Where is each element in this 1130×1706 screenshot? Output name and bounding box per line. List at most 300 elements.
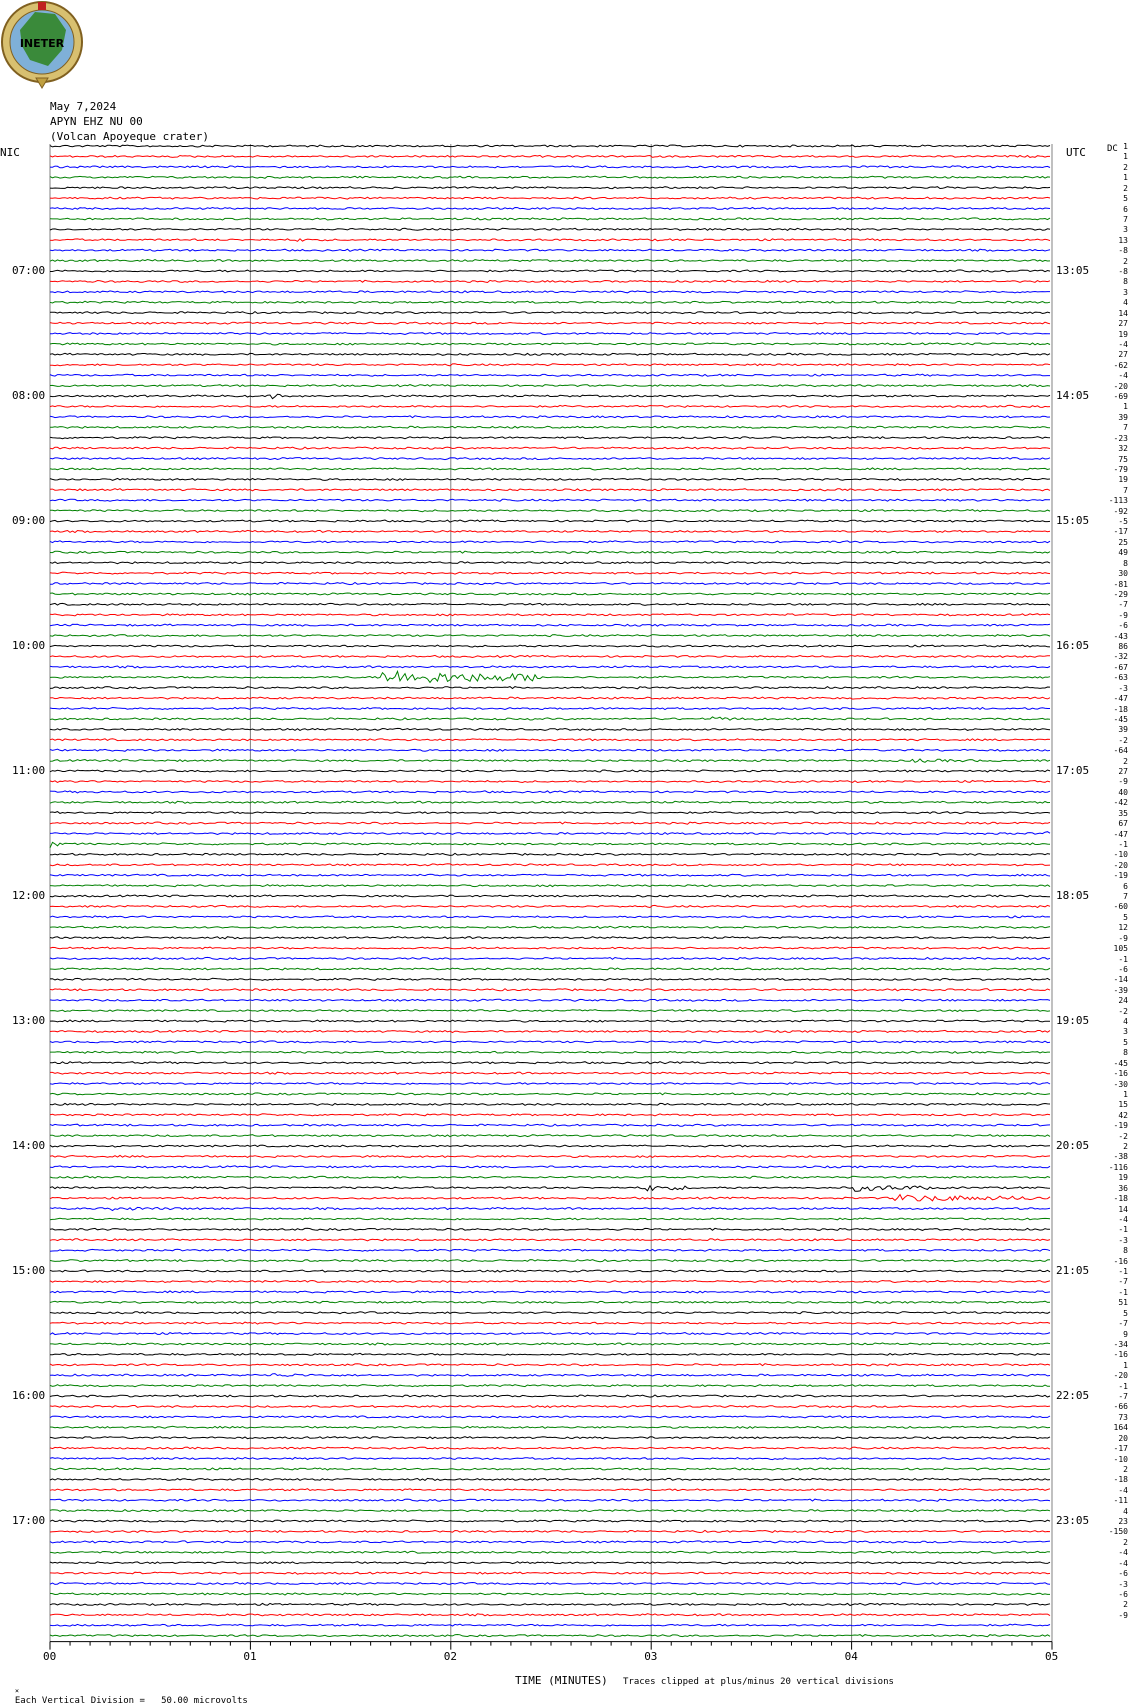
trace-row-68 xyxy=(50,853,1050,855)
trace-row-70 xyxy=(50,874,1050,876)
right-hour-label: 19:05 xyxy=(1056,1014,1090,1028)
dc-offset-label: 9 xyxy=(1123,1329,1128,1339)
trace-row-40 xyxy=(50,562,1050,564)
left-hour-label: 07:00 xyxy=(12,264,46,277)
trace-row-63 xyxy=(50,801,1050,803)
trace-row-32 xyxy=(50,478,1050,480)
trace-row-88 xyxy=(50,1062,1050,1064)
trace-row-100 xyxy=(50,1186,1050,1191)
dc-offset-label: 20 xyxy=(1118,1433,1128,1443)
dc-offset-label: -1 xyxy=(1118,954,1128,964)
x-tick-label: 00 xyxy=(43,1649,57,1663)
dc-offset-label: -116 xyxy=(1108,1162,1128,1172)
trace-row-61 xyxy=(50,781,1050,783)
dc-offset-label: 5 xyxy=(1123,194,1128,204)
dc-offset-label: -47 xyxy=(1113,694,1128,704)
trace-row-99 xyxy=(50,1176,1050,1178)
dc-offset-label: 15 xyxy=(1118,1100,1128,1110)
dc-offset-label: -6 xyxy=(1118,1569,1128,1579)
trace-row-59 xyxy=(50,759,1050,762)
dc-offset-label: 8 xyxy=(1123,558,1128,568)
trace-row-29 xyxy=(50,447,1050,449)
trace-row-48 xyxy=(50,645,1050,647)
dc-offset-label: -9 xyxy=(1118,933,1128,943)
trace-row-39 xyxy=(50,551,1050,553)
trace-row-47 xyxy=(50,635,1050,637)
x-axis-title: TIME (MINUTES) xyxy=(515,1674,608,1687)
trace-row-20 xyxy=(50,353,1050,355)
dc-offset-label: -45 xyxy=(1113,714,1128,724)
logo-text: INETER xyxy=(19,37,65,50)
dc-offset-label: 7 xyxy=(1123,423,1128,433)
trace-row-30 xyxy=(50,458,1050,460)
dc-offset-label: 86 xyxy=(1118,642,1128,652)
dc-offset-label: -6 xyxy=(1118,621,1128,631)
trace-row-127 xyxy=(50,1468,1050,1470)
trace-row-101 xyxy=(50,1195,1050,1201)
dc-offset-label: -20 xyxy=(1113,381,1128,391)
trace-row-13 xyxy=(50,280,1050,282)
x-tick-label: 05 xyxy=(1045,1649,1059,1663)
dc-offset-label: 7 xyxy=(1123,485,1128,495)
trace-row-137 xyxy=(50,1572,1050,1574)
dc-offset-label: -39 xyxy=(1113,985,1128,995)
dc-offset-label: -7 xyxy=(1118,1319,1128,1329)
trace-row-19 xyxy=(50,343,1050,345)
dc-offset-label: -150 xyxy=(1108,1527,1128,1537)
dc-offset-label: -18 xyxy=(1113,1475,1128,1485)
dc-offset-label: 1 xyxy=(1123,402,1128,412)
trace-row-43 xyxy=(50,593,1050,595)
trace-row-51 xyxy=(50,671,1050,682)
trace-row-56 xyxy=(50,728,1050,730)
dc-offset-label: -2 xyxy=(1118,1131,1128,1141)
dc-offset-label: -17 xyxy=(1113,1444,1128,1454)
dc-offset-label: 3 xyxy=(1123,225,1128,235)
dc-offset-label: -1 xyxy=(1118,1267,1128,1277)
trace-row-34 xyxy=(50,499,1050,501)
dc-offset-label: 39 xyxy=(1118,412,1128,422)
trace-row-92 xyxy=(50,1103,1050,1105)
trace-row-23 xyxy=(50,385,1050,387)
dc-offset-label: 27 xyxy=(1118,319,1128,329)
location-label: (Volcan Apoyeque crater) xyxy=(50,130,209,143)
trace-row-49 xyxy=(50,655,1050,657)
trace-row-103 xyxy=(50,1218,1050,1220)
left-hour-label: 16:00 xyxy=(12,1389,46,1403)
trace-row-112 xyxy=(50,1312,1050,1314)
trace-row-134 xyxy=(50,1541,1050,1543)
trace-row-46 xyxy=(50,624,1050,626)
left-hour-label: 12:00 xyxy=(12,889,46,903)
dc-offset-label: 39 xyxy=(1118,725,1128,735)
trace-row-42 xyxy=(50,583,1050,585)
trace-row-97 xyxy=(50,1155,1050,1157)
trace-row-11 xyxy=(50,260,1050,262)
trace-row-0 xyxy=(50,145,1050,147)
dc-offset-label: 1 xyxy=(1123,142,1128,151)
dc-offset-label: 32 xyxy=(1118,444,1128,454)
trace-row-44 xyxy=(50,603,1050,605)
dc-offset-label: -16 xyxy=(1113,1350,1128,1360)
trace-row-109 xyxy=(50,1280,1050,1282)
x-tick-label: 03 xyxy=(644,1649,658,1663)
dc-offset-label: 1 xyxy=(1123,1360,1128,1370)
dc-offset-label: -7 xyxy=(1118,1277,1128,1287)
dc-offset-label: 2 xyxy=(1123,1464,1128,1474)
dc-offset-label: -18 xyxy=(1113,704,1128,714)
dc-offset-label: -9 xyxy=(1118,1610,1128,1620)
trace-row-96 xyxy=(50,1145,1050,1147)
trace-row-6 xyxy=(50,208,1050,210)
trace-row-50 xyxy=(50,666,1050,668)
trace-row-135 xyxy=(50,1551,1050,1553)
dc-offset-label: -34 xyxy=(1113,1339,1128,1349)
dc-header-label: DC xyxy=(1107,144,1118,154)
trace-row-87 xyxy=(50,1051,1050,1053)
trace-row-16 xyxy=(50,312,1050,314)
dc-offset-label: -18 xyxy=(1113,1194,1128,1204)
dc-offset-label: -62 xyxy=(1113,360,1128,370)
trace-row-81 xyxy=(50,989,1050,991)
dc-offset-label: -20 xyxy=(1113,1371,1128,1381)
trace-row-35 xyxy=(50,510,1050,512)
trace-row-116 xyxy=(50,1353,1050,1355)
dc-offset-label: 2 xyxy=(1123,162,1128,172)
trace-row-85 xyxy=(50,1030,1050,1032)
trace-row-132 xyxy=(50,1520,1050,1522)
clip-note: Traces clipped at plus/minus 20 vertical divisions xyxy=(623,1677,894,1687)
dc-offset-label: -69 xyxy=(1113,392,1128,401)
dc-offset-label: -42 xyxy=(1113,798,1128,808)
dc-offset-label: 23 xyxy=(1118,1517,1128,1527)
trace-row-1 xyxy=(50,155,1050,157)
trace-row-84 xyxy=(50,1020,1050,1022)
trace-row-62 xyxy=(50,791,1050,793)
trace-row-58 xyxy=(50,749,1050,751)
trace-row-142 xyxy=(50,1624,1050,1626)
dc-offset-label: 1 xyxy=(1123,1089,1128,1099)
trace-row-2 xyxy=(50,166,1050,168)
dc-offset-label: 14 xyxy=(1118,308,1128,318)
trace-row-125 xyxy=(50,1447,1050,1449)
dc-offset-label: -17 xyxy=(1113,527,1128,537)
dc-offset-label: 2 xyxy=(1123,756,1128,766)
dc-offset-label: -63 xyxy=(1113,673,1128,683)
trace-row-78 xyxy=(50,957,1050,959)
trace-row-28 xyxy=(50,437,1050,439)
dc-offset-label: -92 xyxy=(1113,506,1128,516)
dc-offset-label: 2 xyxy=(1123,1537,1128,1547)
dc-offset-label: 12 xyxy=(1118,923,1128,933)
trace-row-102 xyxy=(50,1207,1050,1210)
trace-row-31 xyxy=(50,468,1050,470)
right-hour-label: 17:05 xyxy=(1056,764,1090,778)
dc-offset-label: -1 xyxy=(1118,1381,1128,1391)
trace-row-17 xyxy=(50,322,1050,324)
trace-row-143 xyxy=(50,1635,1050,1637)
dc-offset-label: -11 xyxy=(1113,1496,1128,1506)
dc-offset-label: -3 xyxy=(1118,1235,1128,1245)
trace-row-139 xyxy=(50,1593,1050,1595)
x-tick-label: 02 xyxy=(443,1649,458,1663)
dc-offset-label: -9 xyxy=(1118,777,1128,787)
dc-offset-label: -4 xyxy=(1118,371,1128,381)
dc-offset-label: -1 xyxy=(1118,1287,1128,1297)
dc-offset-label: -60 xyxy=(1113,902,1128,912)
right-hour-label: 22:05 xyxy=(1056,1389,1090,1403)
dc-offset-label: 4 xyxy=(1123,1017,1128,1027)
dc-offset-label: -20 xyxy=(1113,860,1128,870)
right-hour-label: 14:05 xyxy=(1056,389,1090,402)
dc-offset-label: 13 xyxy=(1118,235,1128,245)
dc-offset-label: -4 xyxy=(1118,339,1128,349)
trace-row-67 xyxy=(50,842,1050,848)
dc-offset-label: -8 xyxy=(1118,246,1128,256)
trace-row-91 xyxy=(50,1093,1050,1095)
dc-offset-label: -6 xyxy=(1118,1589,1128,1599)
dc-offset-label: -7 xyxy=(1118,1392,1128,1402)
trace-row-89 xyxy=(50,1072,1050,1074)
dc-offset-label: 1 xyxy=(1123,173,1128,183)
left-hour-label: 14:00 xyxy=(12,1139,46,1153)
trace-row-108 xyxy=(50,1270,1050,1272)
trace-row-10 xyxy=(50,249,1050,251)
dc-offset-label: -2 xyxy=(1118,1006,1128,1016)
dc-offset-label: 24 xyxy=(1118,996,1128,1006)
trace-row-9 xyxy=(50,239,1050,242)
dc-offset-label: -19 xyxy=(1113,871,1128,881)
date-label: May 7,2024 xyxy=(50,100,117,113)
dc-offset-label: -66 xyxy=(1113,1402,1128,1412)
trace-row-74 xyxy=(50,916,1050,918)
dc-offset-label: 3 xyxy=(1123,287,1128,297)
dc-offset-label: -7 xyxy=(1118,600,1128,610)
left-hour-label: 13:00 xyxy=(12,1014,46,1028)
dc-offset-label: -43 xyxy=(1113,631,1128,641)
trace-row-114 xyxy=(50,1333,1050,1335)
trace-row-80 xyxy=(50,978,1050,980)
trace-row-73 xyxy=(50,905,1050,907)
trace-row-129 xyxy=(50,1489,1050,1491)
trace-row-26 xyxy=(50,416,1050,418)
left-hour-label: 08:00 xyxy=(12,389,46,402)
trace-row-90 xyxy=(50,1083,1050,1085)
trace-row-65 xyxy=(50,822,1050,824)
trace-row-77 xyxy=(50,947,1050,949)
dc-offset-label: -6 xyxy=(1118,964,1128,974)
dc-offset-label: -32 xyxy=(1113,652,1128,662)
dc-offset-label: 25 xyxy=(1118,537,1128,547)
trace-row-136 xyxy=(50,1562,1050,1564)
dc-offset-label: 73 xyxy=(1118,1412,1128,1422)
dc-offset-label: 19 xyxy=(1118,1173,1128,1183)
trace-row-24 xyxy=(50,394,1050,398)
trace-row-22 xyxy=(50,374,1050,376)
dc-offset-label: 19 xyxy=(1118,475,1128,485)
dc-offset-label: -8 xyxy=(1118,267,1128,276)
trace-row-82 xyxy=(50,999,1050,1001)
trace-row-133 xyxy=(50,1530,1050,1532)
dc-offset-label: -10 xyxy=(1113,1454,1128,1464)
trace-row-66 xyxy=(50,832,1050,835)
left-hour-label: 10:00 xyxy=(12,639,46,653)
dc-offset-label: 3 xyxy=(1123,1027,1128,1037)
dc-offset-label: -4 xyxy=(1118,1214,1128,1224)
dc-offset-label: -30 xyxy=(1113,1079,1128,1089)
trace-row-131 xyxy=(50,1510,1050,1512)
trace-row-33 xyxy=(50,489,1050,491)
dc-offset-label: 42 xyxy=(1118,1110,1128,1120)
trace-row-52 xyxy=(50,687,1050,689)
scale-icon: ⨯ xyxy=(14,1687,20,1695)
trace-row-105 xyxy=(50,1239,1050,1241)
trace-row-94 xyxy=(50,1124,1050,1126)
trace-row-121 xyxy=(50,1406,1050,1408)
dc-offset-label: 27 xyxy=(1118,767,1128,777)
trace-row-83 xyxy=(50,1010,1050,1012)
scale-note xyxy=(4,1676,248,1706)
trace-row-117 xyxy=(50,1364,1050,1366)
right-hour-label: 15:05 xyxy=(1056,514,1090,527)
dc-offset-label: -81 xyxy=(1113,579,1128,589)
trace-row-27 xyxy=(50,426,1050,428)
trace-row-36 xyxy=(50,520,1050,522)
trace-row-60 xyxy=(50,770,1050,772)
dc-offset-label: -9 xyxy=(1118,610,1128,620)
trace-row-5 xyxy=(50,197,1050,199)
dc-offset-label: 1 xyxy=(1123,152,1128,162)
trace-row-140 xyxy=(50,1603,1050,1605)
trace-row-93 xyxy=(50,1114,1050,1116)
dc-offset-label: -29 xyxy=(1113,589,1128,599)
trace-row-113 xyxy=(50,1322,1050,1324)
scale-note-text: Each Vertical Division = 50.00 microvolts xyxy=(14,1696,248,1706)
trace-row-123 xyxy=(50,1426,1050,1428)
dc-offset-label: -3 xyxy=(1118,1579,1128,1589)
trace-row-106 xyxy=(50,1249,1050,1251)
trace-row-141 xyxy=(50,1614,1050,1616)
dc-offset-label: 49 xyxy=(1118,548,1128,558)
trace-row-86 xyxy=(50,1041,1050,1043)
trace-row-130 xyxy=(50,1499,1050,1501)
trace-row-128 xyxy=(50,1478,1050,1480)
dc-offset-label: 19 xyxy=(1118,329,1128,339)
dc-offset-label: -16 xyxy=(1113,1069,1128,1079)
dc-offset-label: -2 xyxy=(1118,735,1128,745)
dc-offset-label: 2 xyxy=(1123,183,1128,193)
trace-row-138 xyxy=(50,1583,1050,1585)
dc-offset-label: -14 xyxy=(1113,975,1128,985)
dc-offset-label: -4 xyxy=(1118,1558,1128,1568)
trace-row-14 xyxy=(50,291,1050,293)
trace-row-7 xyxy=(50,218,1050,220)
trace-row-104 xyxy=(50,1228,1050,1230)
trace-row-53 xyxy=(50,697,1050,699)
trace-row-120 xyxy=(50,1395,1050,1397)
trace-row-110 xyxy=(50,1291,1050,1293)
trace-row-72 xyxy=(50,895,1050,897)
dc-offset-label: 6 xyxy=(1123,204,1128,214)
trace-row-57 xyxy=(50,739,1050,741)
dc-offset-label: 6 xyxy=(1123,881,1128,891)
x-tick-label: 04 xyxy=(844,1649,858,1663)
dc-offset-label: 4 xyxy=(1123,1506,1128,1516)
left-hour-label: 17:00 xyxy=(12,1514,46,1528)
trace-row-71 xyxy=(50,885,1050,887)
trace-row-38 xyxy=(50,541,1050,543)
right-timezone-label: UTC xyxy=(1066,146,1086,159)
station-label: APYN EHZ NU 00 xyxy=(50,115,143,128)
trace-row-21 xyxy=(50,364,1050,366)
trace-row-124 xyxy=(50,1437,1050,1439)
dc-offset-label: 8 xyxy=(1123,1246,1128,1256)
trace-row-15 xyxy=(50,301,1050,303)
dc-offset-label: 2 xyxy=(1123,1600,1128,1610)
dc-offset-label: -1 xyxy=(1118,1225,1128,1235)
dc-offset-label: -47 xyxy=(1113,829,1128,839)
trace-row-111 xyxy=(50,1301,1050,1303)
trace-row-76 xyxy=(50,937,1050,939)
dc-offset-label: -4 xyxy=(1118,1485,1128,1495)
right-hour-label: 20:05 xyxy=(1056,1139,1090,1153)
dc-offset-label: 67 xyxy=(1118,819,1128,829)
trace-row-79 xyxy=(50,968,1050,970)
dc-offset-label: 105 xyxy=(1113,944,1128,954)
dc-offset-label: 30 xyxy=(1118,569,1128,579)
dc-offset-label: -4 xyxy=(1118,1548,1128,1558)
dc-offset-label: 27 xyxy=(1118,350,1128,360)
trace-row-119 xyxy=(50,1385,1050,1387)
x-tick-label: 01 xyxy=(243,1649,257,1663)
right-hour-label: 23:05 xyxy=(1056,1514,1090,1528)
left-hour-label: 11:00 xyxy=(12,764,46,778)
right-hour-label: 16:05 xyxy=(1056,639,1090,653)
trace-row-8 xyxy=(50,228,1050,230)
dc-offset-label: -23 xyxy=(1113,433,1128,443)
dc-offset-label: 35 xyxy=(1118,808,1128,818)
trace-row-12 xyxy=(50,270,1050,272)
dc-offset-label: -45 xyxy=(1113,1058,1128,1068)
dc-offset-label: 2 xyxy=(1123,1142,1128,1152)
dc-offset-label: -1 xyxy=(1118,839,1128,849)
dc-offset-label: 4 xyxy=(1123,298,1128,308)
trace-row-25 xyxy=(50,405,1050,407)
dc-offset-label: -10 xyxy=(1113,850,1128,860)
right-hour-label: 18:05 xyxy=(1056,889,1090,903)
dc-offset-label: 36 xyxy=(1118,1183,1128,1193)
dc-offset-label: -79 xyxy=(1113,464,1128,474)
trace-row-37 xyxy=(50,530,1050,532)
dc-offset-label: 2 xyxy=(1123,256,1128,266)
dc-offset-label: -113 xyxy=(1108,496,1128,506)
left-hour-label: 15:00 xyxy=(12,1264,46,1278)
right-hour-label: 21:05 xyxy=(1056,1264,1090,1278)
trace-row-95 xyxy=(50,1135,1050,1137)
dc-offset-label: 7 xyxy=(1123,892,1128,902)
dc-offset-label: 5 xyxy=(1123,912,1128,922)
dc-offset-label: 14 xyxy=(1118,1204,1128,1214)
trace-row-122 xyxy=(50,1416,1050,1418)
dc-offset-label: 5 xyxy=(1123,1037,1128,1047)
trace-row-75 xyxy=(50,926,1050,928)
trace-row-118 xyxy=(50,1374,1050,1377)
trace-row-126 xyxy=(50,1458,1050,1460)
dc-offset-label: 51 xyxy=(1118,1298,1128,1308)
trace-row-107 xyxy=(50,1260,1050,1262)
trace-row-41 xyxy=(50,572,1050,574)
dc-offset-label: -16 xyxy=(1113,1256,1128,1266)
